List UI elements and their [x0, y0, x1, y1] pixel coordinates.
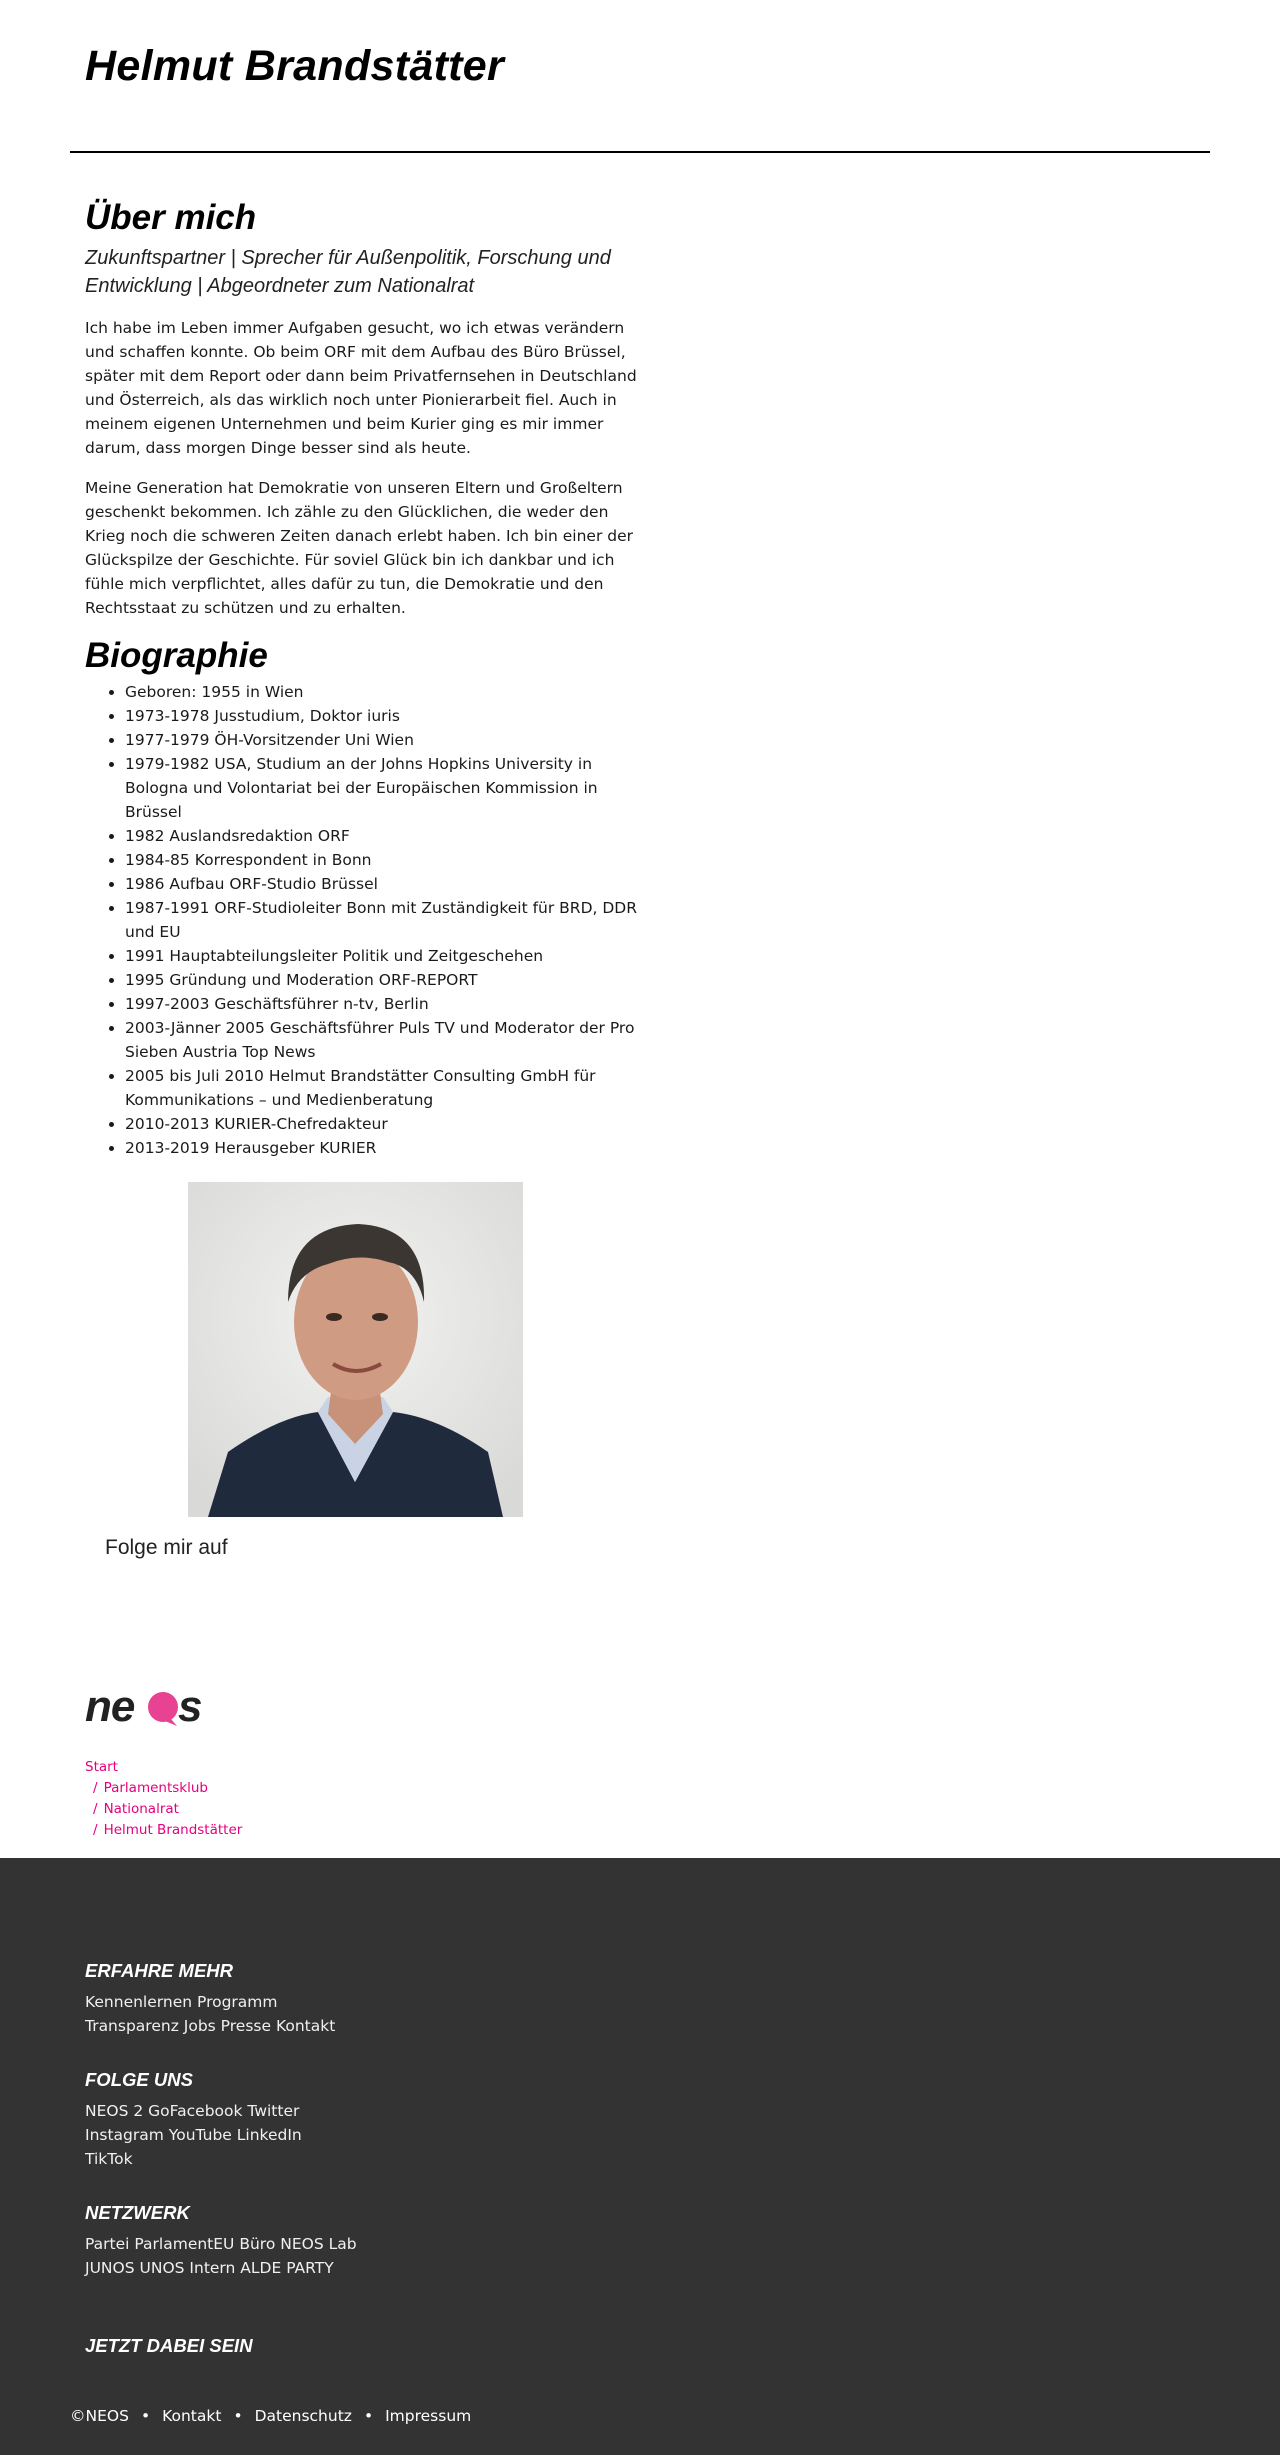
footer-link[interactable]: Parlament [134, 2235, 214, 2253]
about-paragraph-1: Ich habe im Leben immer Aufgaben gesucht, wo ich etwas verändern und schaffen konnte. Ob beim ORF mit dem Aufbau des Büro Brüssel, später mit dem Report oder dann beim Privatfernsehen in Deutschland und Österreich, als das wirklich noch unter Pionierarbeit fiel. Auch in meinem eigenen Unternehmen und beim Kurier ging es mir immer darum, dass morgen Dinge besser sind als heute. [85, 319, 637, 457]
biography-item: • 1987-1991 ORF-Studioleiter Bonn mit Zuständigkeit für BRD, DDR und EU [125, 896, 645, 944]
portrait-photo [188, 1182, 523, 1517]
footer-heading: ERFAHRE MEHR [85, 1960, 234, 1981]
breadcrumb-item[interactable] [85, 1778, 242, 1799]
breadcrumb [85, 1757, 242, 1841]
biography-item: • Geboren: 1955 in Wien [125, 680, 645, 704]
copyright-text: ©NEOS [70, 2407, 129, 2425]
legal-link-impressum[interactable]: Impressum [385, 2407, 472, 2425]
footer-link[interactable]: YouTube [168, 2126, 232, 2144]
svg-text:ne: ne [85, 1683, 135, 1731]
breadcrumb-separator: / [93, 1801, 98, 1817]
footer-section-jetzt-dabei-sein [85, 2335, 365, 2357]
footer-section-folge-uns [85, 2069, 365, 2171]
footer-link[interactable]: EU Büro [213, 2235, 276, 2253]
breadcrumb-link-parlamentsklub[interactable]: Parlamentsklub [103, 1780, 208, 1796]
breadcrumb-item[interactable] [85, 1757, 242, 1778]
footer-link[interactable]: Transparenz [85, 2017, 179, 2035]
footer-heading: NETZWERK [85, 2202, 190, 2223]
footer-legal [70, 2407, 471, 2425]
biography-section [85, 636, 645, 1160]
footer-link[interactable]: NEOS 2 Go [85, 2102, 170, 2120]
biography-item: • 1997-2003 Geschäftsführer n-tv, Berlin [125, 992, 645, 1016]
about-heading: Über mich [85, 198, 257, 237]
legal-link-kontakt[interactable]: Kontakt [162, 2407, 222, 2425]
footer-link[interactable]: Presse [220, 2017, 272, 2035]
site-footer [0, 1858, 1280, 2455]
biography-item: • 1979-1982 USA, Studium an der Johns Hopkins University in Bologna und Volontariat bei der Europäischen Kommission in Brüssel [125, 752, 645, 824]
breadcrumb-link-start[interactable]: Start [85, 1759, 118, 1775]
breadcrumb-separator: / [93, 1822, 98, 1838]
footer-links [85, 1990, 365, 2038]
about-paragraph-2: Meine Generation hat Demokratie von unseren Eltern und Großeltern geschenkt bekommen. Ich zähle zu den Glücklichen, die weder den Krieg noch die schweren Zeiten danach erlebt haben. Ich bin einer der Glückspilze der Geschichte. Für soviel Glück bin ich dankbar und ich fühle mich verpflichtet, alles dafür zu tun, die Demokratie und den Rechtsstaat zu schützen und zu erhalten. [85, 479, 634, 617]
footer-link[interactable]: Kennenlernen [85, 1993, 193, 2011]
footer-link[interactable]: JUNOS [85, 2259, 135, 2277]
footer-link[interactable]: Partei [85, 2235, 130, 2253]
legal-separator: • [233, 2407, 243, 2425]
footer-heading: FOLGE UNS [85, 2069, 193, 2090]
about-subtitle: Zukunftspartner | Sprecher für Außenpolitik, Forschung und Entwicklung | Abgeordneter zum Nationalrat [85, 247, 611, 297]
footer-link[interactable]: Kontakt [275, 2017, 336, 2035]
breadcrumb-item[interactable] [85, 1799, 242, 1820]
biography-item: • 1973-1978 Jusstudium, Doktor iuris [125, 704, 645, 728]
biography-item: • 1984-85 Korrespondent in Bonn [125, 848, 645, 872]
biography-list [85, 680, 645, 1160]
biography-item: • 2013-2019 Herausgeber KURIER [125, 1136, 645, 1160]
footer-section-erfahre-mehr [85, 1960, 365, 2038]
footer-link[interactable]: Intern [189, 2259, 236, 2277]
biography-item: • 1991 Hauptabteilungsleiter Politik und Zeitgeschehen [125, 944, 645, 968]
svg-text:s: s [178, 1683, 203, 1731]
legal-separator: • [140, 2407, 151, 2425]
follow-label: Folge mir auf [105, 1536, 228, 1559]
legal-separator: • [363, 2407, 374, 2425]
footer-section-netzwerk [85, 2202, 365, 2280]
header-divider [70, 151, 1210, 153]
biography-heading: Biographie [85, 636, 268, 675]
about-section [85, 198, 645, 620]
biography-item: • 1986 Aufbau ORF-Studio Brüssel [125, 872, 645, 896]
footer-link[interactable]: Instagram [85, 2126, 164, 2144]
biography-item: • 1982 Auslandsredaktion ORF [125, 824, 645, 848]
footer-link[interactable]: NEOS Lab [280, 2235, 357, 2253]
footer-link[interactable]: TikTok [85, 2150, 133, 2168]
footer-heading-join[interactable]: JETZT DABEI SEIN [85, 2335, 253, 2356]
biography-item: • 1995 Gründung und Moderation ORF-REPORT [125, 968, 645, 992]
footer-link[interactable]: UNOS [139, 2259, 185, 2277]
biography-item: • 2005 bis Juli 2010 Helmut Brandstätter Consulting GmbH für Kommunikations – und Medienberatung [125, 1064, 645, 1112]
breadcrumb-link-nationalrat[interactable]: Nationalrat [103, 1801, 179, 1817]
footer-link[interactable]: Programm [197, 1993, 278, 2011]
footer-link[interactable]: Facebook [169, 2102, 243, 2120]
legal-link-datenschutz[interactable]: Datenschutz [254, 2407, 352, 2425]
footer-link[interactable]: Twitter [247, 2102, 300, 2120]
breadcrumb-link-current[interactable]: Helmut Brandstätter [103, 1822, 243, 1838]
biography-item: • 1977-1979 ÖH-Vorsitzender Uni Wien [125, 728, 645, 752]
footer-links [85, 2099, 365, 2171]
biography-item: • 2003-Jänner 2005 Geschäftsführer Puls TV und Moderator der Pro Sieben Austria Top News [125, 1016, 645, 1064]
page-title: Helmut Brandstätter [85, 42, 505, 90]
footer-link[interactable]: LinkedIn [236, 2126, 302, 2144]
biography-item: • 2010-2013 KURIER-Chefredakteur [125, 1112, 645, 1136]
breadcrumb-item[interactable] [85, 1820, 242, 1841]
neos-logo[interactable] [85, 1683, 210, 1733]
footer-links [85, 2232, 365, 2280]
breadcrumb-separator: / [93, 1780, 98, 1796]
footer-link[interactable]: ALDE PARTY [240, 2259, 334, 2277]
footer-link[interactable]: Jobs [183, 2017, 216, 2035]
